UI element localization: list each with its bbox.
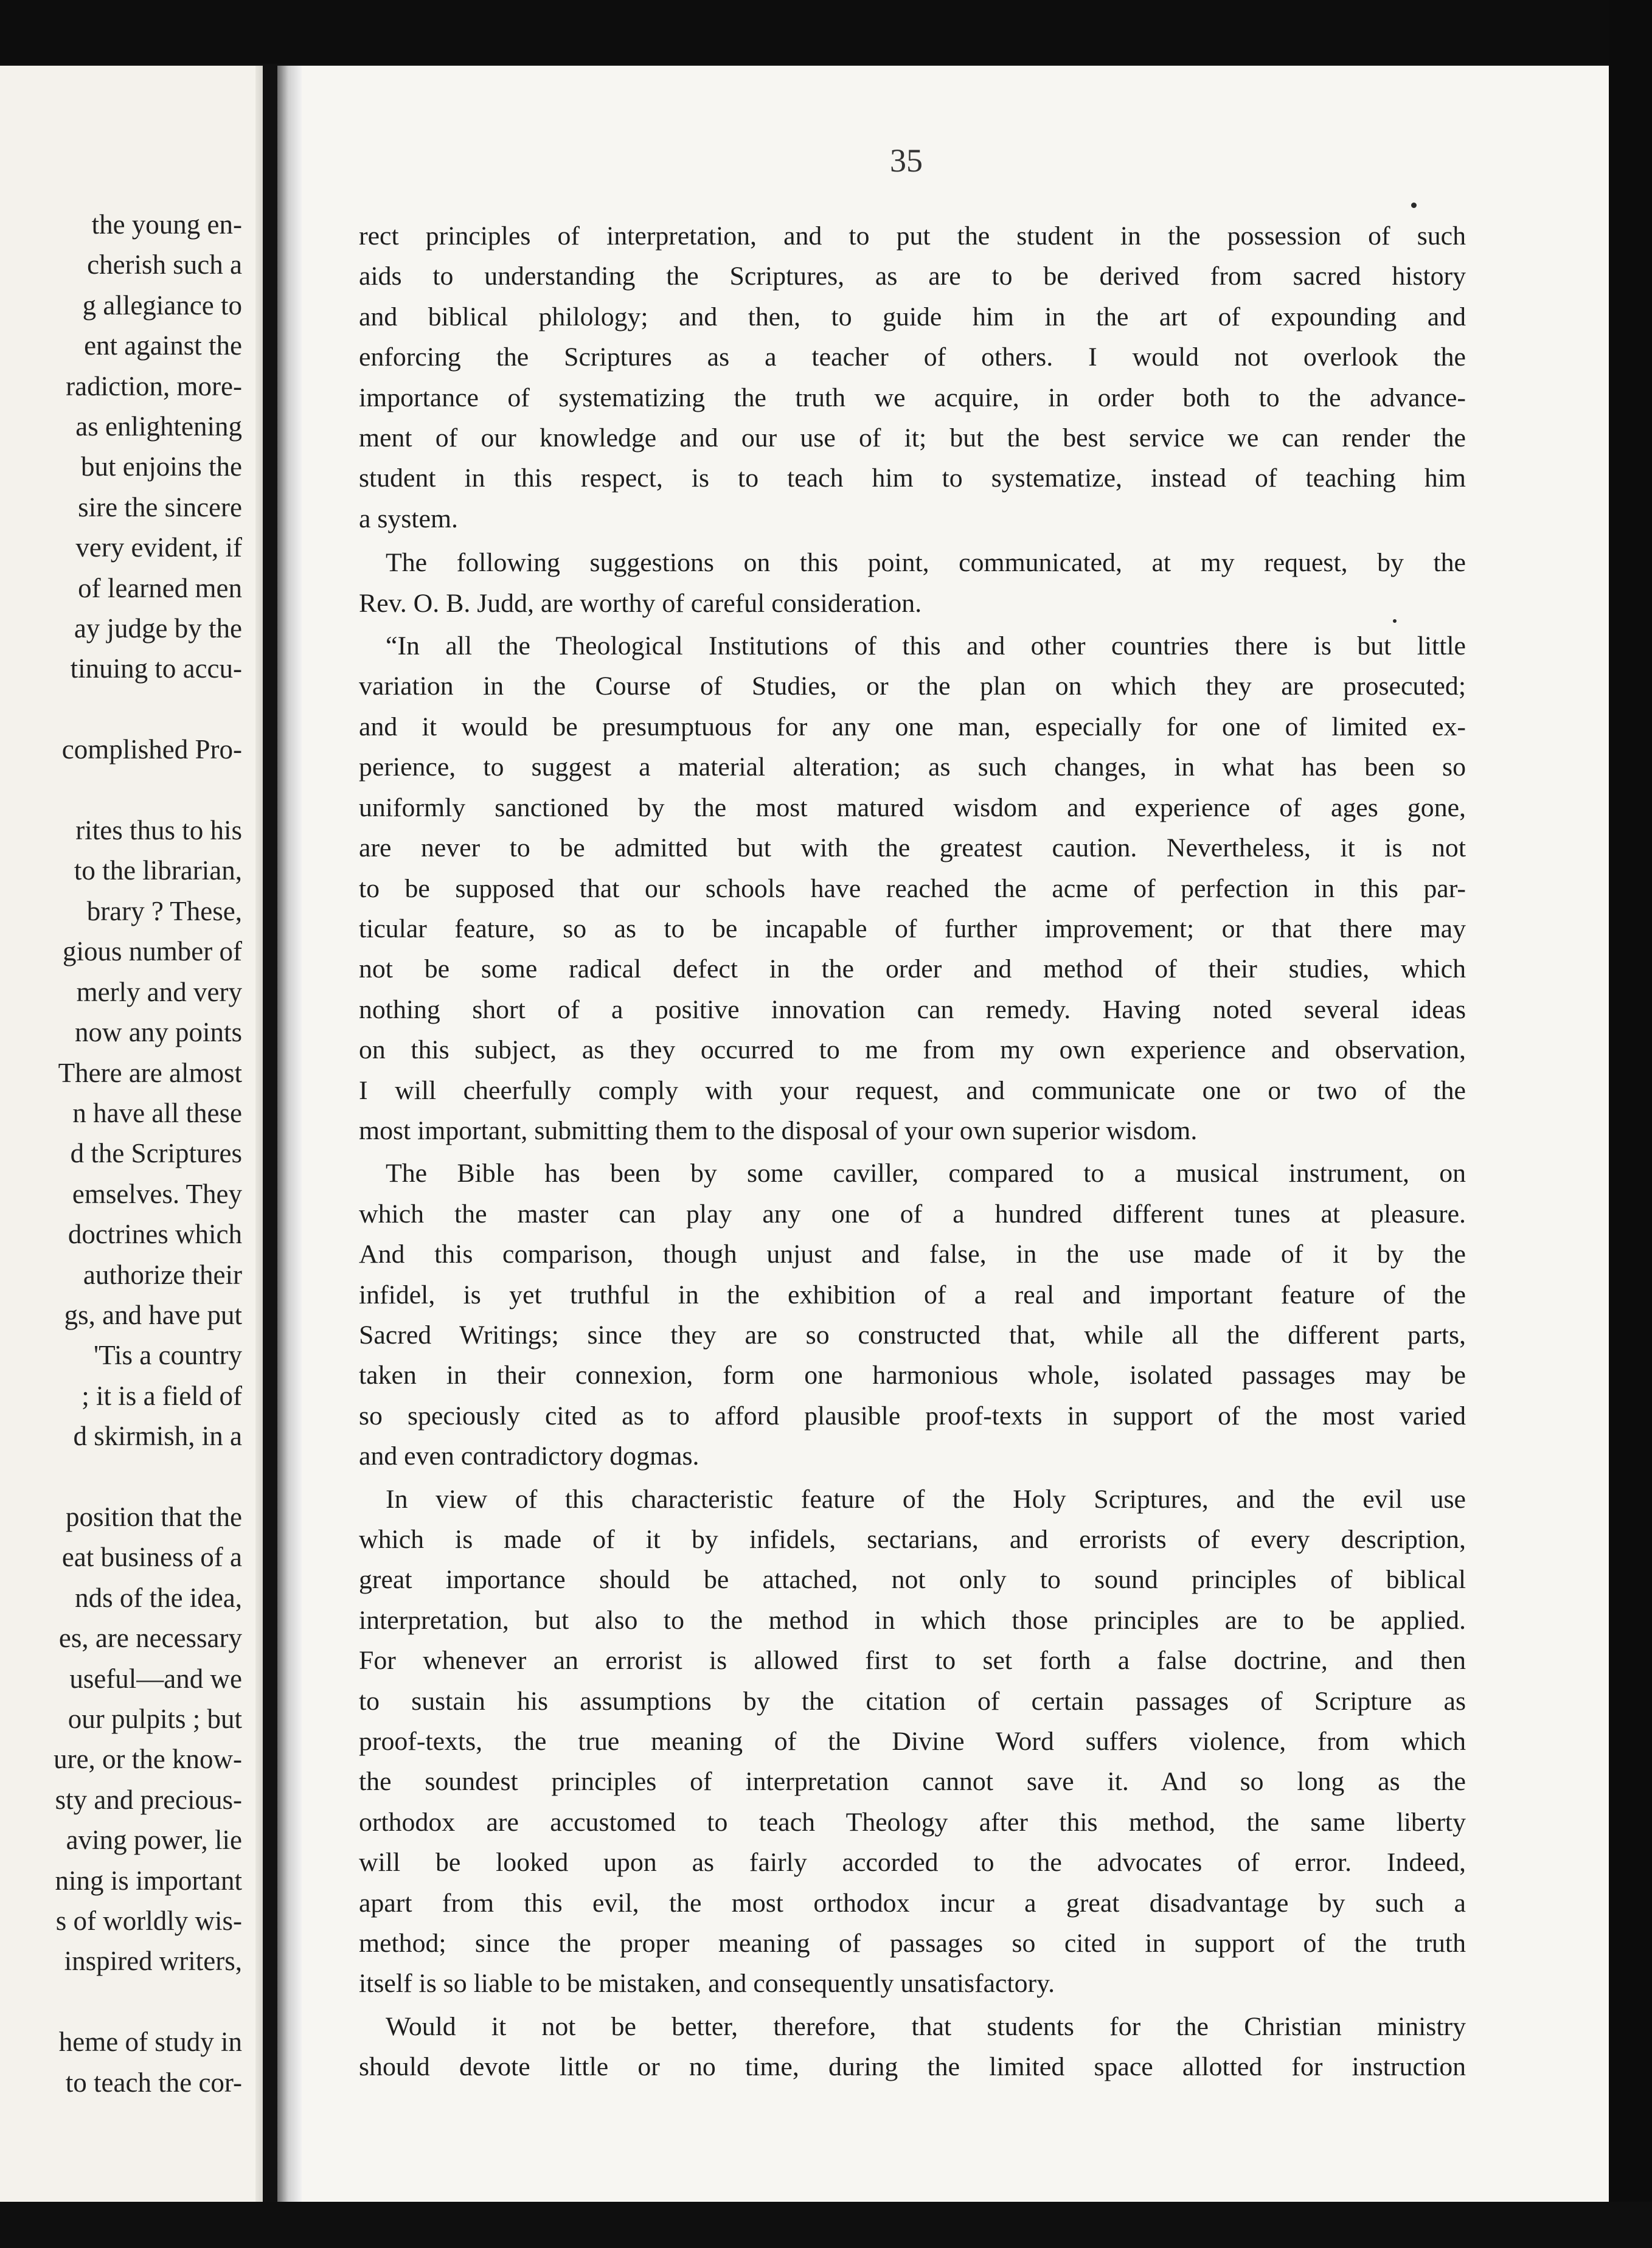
left-page-line: tinuing to accu- [70, 653, 242, 684]
text-line: orthodox are accustomed to teach Theology after this method, the same liberty [359, 1807, 1466, 1837]
book-gutter [277, 66, 302, 2202]
text-line: to sustain his assumptions by the citation of certain passages of Scripture as [359, 1686, 1466, 1716]
left-page-line: 'Tis a country [94, 1340, 242, 1371]
left-page-line: g allegiance to [82, 290, 242, 321]
left-page-line: as enlightening [75, 411, 242, 442]
left-page-line [0, 770, 242, 810]
left-page-line [0, 1982, 242, 2022]
left-page-fragment [0, 66, 263, 2202]
text-line: The Bible has been by some caviller, compared to a musical instrument, on [386, 1159, 1466, 1188]
paragraph [359, 543, 1466, 623]
paragraph [359, 2007, 1466, 2087]
text-line: Rev. O. B. Judd, are worthy of careful consideration. [359, 588, 922, 618]
left-page-line: position that the [66, 1501, 242, 1532]
left-page-line: ay judge by the [74, 613, 242, 644]
text-line: and even contradictory dogmas. [359, 1441, 699, 1471]
scan-bottom-border [0, 2202, 1652, 2248]
text-line: are never to be admitted but with the greatest caution. Nevertheless, it is not [359, 833, 1466, 863]
text-line: on this subject, as they occurred to me from my own experience and observation, [359, 1035, 1466, 1065]
page-number: 35 [890, 142, 923, 179]
left-page-line: es, are necessary [58, 1623, 242, 1654]
left-page-line: emselves. They [72, 1178, 242, 1209]
text-line: which the master can play any one of a hundred different tunes at pleasure. [359, 1199, 1466, 1229]
left-page-line: ; it is a field of [82, 1380, 242, 1411]
left-page-line: ning is important [55, 1865, 242, 1896]
text-line: interpretation, but also to the method in which those principles are to be applied. [359, 1605, 1466, 1635]
left-page-line: There are almost [58, 1057, 242, 1088]
left-page-line: but enjoins the [81, 451, 242, 482]
text-line: proof-texts, the true meaning of the Divine Word suffers violence, from which [359, 1727, 1466, 1757]
scan-right-border [1609, 0, 1652, 2248]
text-line: variation in the Course of Studies, or the plan on which they are prosecuted; [359, 671, 1466, 701]
text-line: will be looked upon as fairly accorded to the advocates of error. Indeed, [359, 1848, 1466, 1878]
text-line: ment of our knowledge and our use of it; but the best service we can render the [359, 423, 1466, 453]
text-line: great importance should be attached, not only to sound principles of biblical [359, 1565, 1466, 1595]
left-page-line: doctrines which [68, 1219, 242, 1250]
paragraph [359, 1479, 1466, 2004]
text-line: most important, submitting them to the disposal of your own superior wisdom. [359, 1115, 1198, 1145]
left-page-line: brary ? These, [86, 895, 242, 926]
left-page-line: aving power, lie [66, 1825, 242, 1856]
text-line: itself is so liable to be mistaken, and consequently unsatisfactory. [359, 1969, 1055, 1999]
scan-speck [1393, 619, 1397, 623]
text-line: nothing short of a positive innovation can remedy. Having noted several ideas [359, 994, 1466, 1024]
text-line: perience, to suggest a material alteration; as such changes, in what has been so [359, 752, 1466, 782]
text-line: a system. [359, 504, 458, 533]
text-line: to be supposed that our schools have reached the acme of perfection in this par- [359, 873, 1466, 903]
text-line: student in this respect, is to teach him to systematize, instead of teaching him [359, 463, 1466, 493]
text-line: Sacred Writings; since they are so constructed that, while all the different parts, [359, 1320, 1466, 1350]
left-page-line: our pulpits ; but [68, 1703, 242, 1734]
scan-top-border [0, 0, 1652, 64]
text-line: apart from this evil, the most orthodox incur a great disadvantage by such a [359, 1888, 1466, 1918]
text-line: In view of this characteristic feature of the Holy Scriptures, and the evil use [386, 1484, 1466, 1514]
scan-speck [1411, 203, 1417, 208]
text-line: should devote little or no time, during the limited space allotted for instruction [359, 2052, 1466, 2082]
text-line: not be some radical defect in the order and method of their studies, which [359, 954, 1466, 984]
left-page-line: eat business of a [61, 1542, 242, 1573]
left-page-line: d the Scriptures [70, 1138, 242, 1169]
left-page-line: radiction, more- [66, 370, 242, 401]
left-page-line: authorize their [83, 1259, 242, 1290]
left-page-line: inspired writers, [64, 1946, 242, 1977]
text-line: I will cheerfully comply with your request, and communicate one or two of the [359, 1075, 1466, 1105]
text-line: which is made of it by infidels, sectarians, and errorists of every description, [359, 1525, 1466, 1554]
text-line: aids to understanding the Scriptures, as are to be derived from sacred history [359, 262, 1466, 291]
text-line: For whenever an errorist is allowed first to set forth a false doctrine, and then [359, 1646, 1466, 1676]
text-line: so speciously cited as to afford plausible proof-texts in support of the most varied [359, 1401, 1466, 1431]
text-line: enforcing the Scriptures as a teacher of others. I would not overlook the [359, 342, 1466, 372]
page-body-text [359, 216, 1466, 2090]
left-page-line: n have all these [72, 1097, 242, 1128]
left-page-line: of learned men [78, 572, 242, 603]
text-line: the soundest principles of interpretation cannot save it. And so long as the [359, 1767, 1466, 1797]
left-page-line: to the librarian, [74, 855, 242, 886]
paragraph [359, 216, 1466, 539]
left-page-line: to teach the cor- [65, 2067, 242, 2098]
left-page-line: complished Pro- [61, 734, 242, 765]
left-page-line: sty and precious- [55, 1784, 242, 1815]
left-page-fold-shadow [255, 66, 263, 2202]
left-page-line: merly and very [76, 976, 242, 1007]
left-page-line: s of worldly wis- [55, 1906, 242, 1937]
left-page-line: useful—and we [69, 1663, 242, 1694]
left-page-line: heme of study in [58, 2027, 242, 2058]
text-line: importance of systematizing the truth we acquire, in order both to the advance- [359, 383, 1466, 412]
left-page-line: nds of the idea, [75, 1582, 242, 1613]
text-line: And this comparison, though unjust and false, in the use made of it by the [359, 1240, 1466, 1269]
text-line: uniformly sanctioned by the most matured wisdom and experience of ages gone, [359, 793, 1466, 822]
text-line: and biblical philology; and then, to guide him in the art of expounding and [359, 302, 1466, 331]
left-page-line: gious number of [63, 936, 242, 967]
text-line: method; since the proper meaning of passages so cited in support of the truth [359, 1929, 1466, 1958]
left-page-text [0, 204, 242, 2103]
text-line: rect principles of interpretation, and to put the student in the possession of such [359, 221, 1466, 251]
left-page-line: now any points [75, 1017, 242, 1048]
left-page-line: the young en- [91, 209, 242, 240]
left-page-line: sire the sincere [78, 491, 242, 522]
left-page-line: d skirmish, in a [73, 1421, 242, 1452]
text-line: ticular feature, so as to be incapable of further improvement; or that there may [359, 914, 1466, 943]
left-page-line: ure, or the know- [54, 1744, 242, 1775]
text-line: and it would be presumptuous for any one man, especially for one of limited ex- [359, 712, 1466, 741]
paragraph [359, 1153, 1466, 1476]
left-page-line: very evident, if [75, 532, 242, 563]
paragraph [359, 626, 1466, 1151]
text-line: infidel, is yet truthful in the exhibition of a real and important feature of the [359, 1280, 1466, 1310]
left-page-line: gs, and have put [64, 1299, 242, 1330]
left-page-line: ent against the [84, 330, 242, 361]
left-page-line: rites thus to his [75, 815, 242, 846]
text-line: The following suggestions on this point, communicated, at my request, by the [386, 548, 1466, 578]
left-page-line [0, 689, 242, 729]
text-line: taken in their connexion, form one harmonious whole, isolated passages may be [359, 1361, 1466, 1390]
text-line: “In all the Theological Institutions of this and other countries there is but little [386, 631, 1466, 661]
left-page-line: cherish such a [87, 249, 242, 280]
text-line: Would it not be better, therefore, that students for the Christian ministry [386, 2011, 1466, 2041]
left-page-line [0, 1457, 242, 1497]
